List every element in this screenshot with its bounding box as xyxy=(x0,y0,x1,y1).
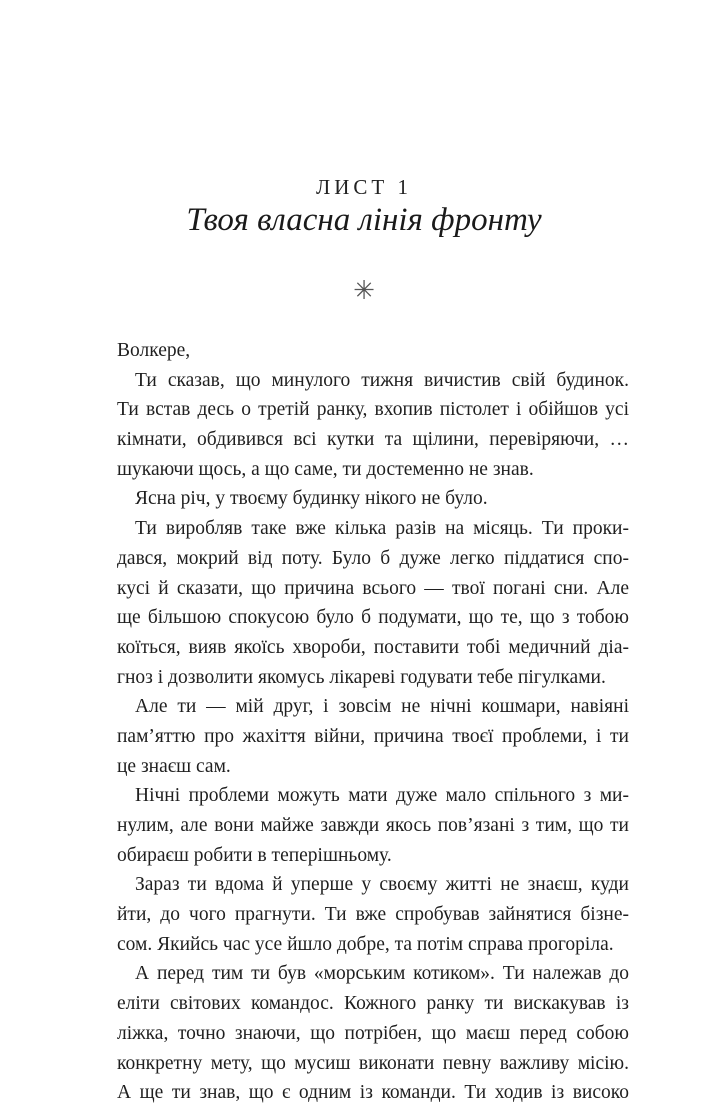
text-line: гноз і дозволити якомусь лікареві годувати тебе пігулками. xyxy=(117,666,606,688)
text-line: конкретну мету, що мусиш виконати певну важливу місію. xyxy=(117,1052,629,1074)
text-line: Нічні проблеми можуть мати дуже мало спільного з ми- xyxy=(135,785,629,807)
text-line: йти, до чого прагнути. Ти вже спробував зайнятися бізне- xyxy=(117,904,629,926)
text-line: Ясна річ, у твоєму будинку нікого не було. xyxy=(135,488,488,510)
text-line: А перед тим ти був «морським котиком». Ти належав до xyxy=(135,963,629,985)
text-line: дався, мокрий від поту. Було б дуже легко піддатися спо- xyxy=(117,547,629,569)
text-line: еліти світових командос. Кожного ранку ти вискакував із xyxy=(117,993,629,1015)
asterisk-ornament-icon: ✳ xyxy=(353,276,375,306)
text-line: пам’яттю про жахіття війни, причина твоєї проблеми, і ти xyxy=(117,725,629,747)
text-line: кусі й сказати, що причина всього — твої погані сни. Але xyxy=(117,577,629,599)
text-line: ліжка, точно знаючи, що потрібен, що маєш перед собою xyxy=(117,1022,629,1044)
text-line: Ти сказав, що минулого тижня вичистив свій будинок. xyxy=(135,369,629,391)
text-line: шукаючи щось, а що саме, ти достеменно не знав. xyxy=(117,458,534,480)
chapter-label: ЛИСТ 1 xyxy=(316,175,412,199)
text-line: ще більшою спокусою було б подумати, що те, що з тобою xyxy=(117,607,629,629)
text-line: нулим, але вони майже завжди якось пов’язані з тим, що ти xyxy=(117,815,629,836)
text-line: це знаєш сам. xyxy=(117,755,231,777)
text-line: Ти встав десь о третій ранку, вхопив пістолет і обійшов усі xyxy=(117,399,629,421)
text-line: А ще ти знав, що є одним із команди. Ти ходив із високо xyxy=(117,1082,629,1104)
text-line: кімнати, обдивився всі кутки та щілини, перевіряючи, … xyxy=(117,429,629,451)
text-line: Зараз ти вдома й уперше у своєму житті не знаєш, куди xyxy=(135,874,629,896)
text-line: Ти виробляв таке вже кілька разів на місяць. Ти проки- xyxy=(135,518,629,540)
text-line: коїться, вияв якоїсь хвороби, поставити тобі медичний діа- xyxy=(117,636,629,658)
letter-body xyxy=(117,336,629,1108)
text-line: Але ти — мій друг, і зовсім не нічні кошмари, навіяні xyxy=(135,696,629,718)
chapter-title: Твоя власна лінія фронту xyxy=(186,202,542,238)
text-line: Волкере, xyxy=(117,340,191,361)
text-line: сом. Якийсь час усе йшло добре, та потім справа прогоріла. xyxy=(117,933,614,955)
text-line: обираєш робити в теперішньому. xyxy=(117,844,392,866)
